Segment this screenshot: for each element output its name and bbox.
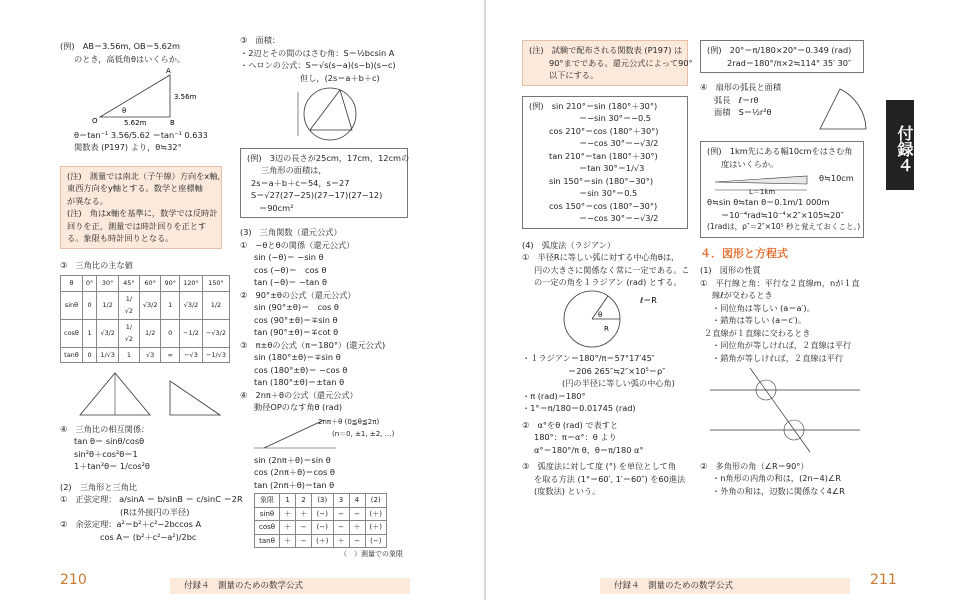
formula-line: sin²θ＋cos²θ＝1: [74, 448, 138, 459]
formula-line: 面積 S＝½r²θ: [714, 107, 772, 117]
text-line: ② 多角形の角（∠R＝90°）: [700, 460, 809, 471]
formula-line: (n＝0, ±1, ±2, …): [332, 429, 395, 438]
page-number-left: 210: [60, 572, 87, 588]
footer-right: 付録４ 測量のための数学公式: [600, 578, 850, 594]
table-cell: 3: [333, 494, 349, 508]
example-line: ＝tan 30°＝1/√3: [579, 163, 645, 173]
page-number-right: 211: [870, 572, 897, 588]
table-cell: ＋: [280, 521, 296, 535]
section-title: (3) 三角関数（還元公式）: [240, 227, 342, 237]
example-rad-conversion-box: [700, 40, 864, 73]
radius-vector-figure: [240, 414, 420, 454]
page-gutter: [484, 0, 486, 600]
table-cell: 0°: [82, 276, 96, 292]
right-triangle-figure: [60, 65, 210, 125]
quadrant-sign-table: [254, 493, 387, 548]
table-cell: sinθ: [255, 507, 280, 521]
text-line: ③ 弧度法に対して度 (°) を単位として角: [522, 461, 677, 471]
table-cell: 1/√2: [118, 319, 139, 347]
table-cell: 90°: [161, 276, 180, 292]
table-cell: −: [296, 521, 312, 535]
text-line: の一定の角を１ラジアン (rad) とする。: [534, 277, 682, 287]
text-line: ・同位角が等しければ，２直線は平行: [712, 340, 852, 350]
formula-line: cos (2nπ＋θ)＝cos θ: [254, 467, 335, 477]
formula-line: ② 90°±θの公式（還元公式）: [240, 289, 356, 300]
note-line: 90°までである。還元公式によって90°: [549, 57, 693, 68]
text-line: ・n角形の内角の和は，(2n−4)∠R: [712, 473, 841, 483]
table-cell: 1/2: [97, 291, 119, 319]
table-cell: √3: [139, 347, 161, 363]
formula-line: ＝206 265″≒2″×10⁵＝ρ″: [568, 365, 666, 376]
footer-left: 付録４ 測量のための数学公式: [170, 578, 410, 594]
table-cell: 0: [161, 319, 180, 347]
formula-line: ④ 三角比の相互関係：: [60, 423, 150, 434]
table-cell: (3): [312, 494, 333, 508]
table-cell: 1: [82, 319, 96, 347]
table-cell: √3/2: [180, 291, 203, 319]
table-cell: cosθ: [61, 319, 83, 347]
formula-line: sin (90°±θ)＝ cos θ: [254, 302, 339, 312]
label-theta: θ: [598, 310, 603, 319]
table-cell: θ: [61, 276, 83, 292]
sector-figure: [810, 85, 870, 135]
table-note: （ ）測量での象限: [340, 550, 403, 558]
formula-line: (Rは外接円の半径): [120, 506, 190, 517]
left-column-2: [240, 34, 420, 561]
example-line: (例) 1km先にある幅10cmをはさむ角: [707, 146, 853, 156]
formula-line: ② α°をθ (rad) で表すと: [522, 419, 619, 430]
formula-line: ・1°＝π/180＝0.01745 (rad): [522, 403, 636, 413]
text-line: ・外角の和は，辺数に関係なく4∠R: [712, 485, 845, 496]
radian-circle-figure: [522, 289, 692, 349]
table-cell: 1: [118, 347, 139, 363]
right-column-2: [700, 40, 876, 497]
table-cell: 1: [280, 494, 296, 508]
label-arc: ℓ＝R: [640, 295, 657, 305]
table-cell: −√3: [180, 347, 203, 363]
formula-line: (円の半径に等しい弧の中心角): [562, 378, 675, 388]
example-line: (例) AB＝3.56m, OB＝5.62m: [60, 41, 181, 51]
table-cell: ＋: [296, 507, 312, 521]
section-title: (4) 弧度法（ラジアン）: [522, 239, 616, 250]
table-cell: 象限: [255, 494, 280, 508]
table-cell: 1/2: [202, 291, 229, 319]
example-line: ＝10⁻⁴rad≒10⁻⁴×2″×105≒20″: [721, 209, 844, 220]
table-cell: √3/2: [97, 319, 119, 347]
text-line: ２直線が１直線に交わるとき: [704, 327, 811, 338]
example-line: cos 150°＝cos (180°−30°): [549, 200, 658, 211]
parallel-lines-figure: [700, 364, 870, 456]
table-cell: √3/2: [139, 291, 161, 319]
table-cell: (−): [312, 507, 333, 521]
table-cell: tanθ: [61, 347, 83, 363]
formula-line: α°＝180°/π θ，θ＝π/180 α°: [534, 444, 644, 455]
formula-line: cos (90°±θ)＝∓sin θ: [254, 314, 338, 325]
note-box-table: [522, 40, 693, 86]
example-line: cos 210°＝cos (180°＋30°): [549, 125, 659, 136]
chapter-heading: ４．図形と方程式: [700, 246, 788, 260]
table-cell: 60°: [139, 276, 161, 292]
text-line: ① 平行線と角：平行な２直線m，nが１直: [700, 277, 860, 288]
formula-line: 1＋tan²θ＝ 1/cos²θ: [74, 461, 150, 471]
table-cell: −: [349, 507, 365, 521]
text-line: ・錯角は等しい (a＝c′)。: [712, 315, 807, 325]
circumscribed-circle-figure: [240, 84, 420, 142]
label-O: O: [92, 117, 98, 125]
table-cell: 30°: [97, 276, 119, 292]
text-line: ・同位角は等しい (a＝a′)。: [712, 302, 815, 313]
example-line: のとき，高低角θはいくらか。: [74, 53, 186, 64]
formula-line: ・１ラジアン＝180°/π＝57°17′45″: [522, 353, 655, 363]
example-line: θ≒sin θ≒tan θ＝0.1m/1 000m: [707, 197, 830, 207]
table-cell: −: [333, 521, 349, 535]
formula-line: tan (−θ)＝ −tan θ: [254, 277, 327, 287]
label-R: R: [604, 324, 609, 333]
example-line: 三角形の面積は，: [261, 165, 327, 175]
formula-line: ③ π±θの公式（π＝180°）(還元公式): [240, 339, 386, 350]
example-line: (1radは，ρ″＝2″×10⁵ 秒と覚えておくこと。): [707, 222, 861, 231]
example-small-angle-box: [700, 141, 864, 238]
table-cell: 120°: [180, 276, 203, 292]
text-line: 線ℓが交わるとき: [712, 290, 773, 300]
label-height: 3.56m: [174, 93, 197, 101]
table-cell: 2: [296, 494, 312, 508]
table-cell: cosθ: [255, 521, 280, 535]
sector-section: [700, 81, 876, 135]
formula-line: cos (−θ)＝ cos θ: [254, 264, 327, 275]
note-line: が異なる。: [67, 195, 108, 206]
trig-values-table: [60, 275, 230, 363]
table-cell: 0: [82, 347, 96, 363]
formula-line: tan (90°±θ)＝∓cot θ: [254, 327, 339, 337]
formula-line: tan θ＝ sinθ/cosθ: [74, 436, 145, 446]
radian-section: [522, 239, 694, 498]
label-theta: θ: [122, 107, 127, 115]
figure-properties: [700, 264, 876, 364]
table-cell: ＋: [280, 507, 296, 521]
example-line: ＝−cos 30°＝−√3/2: [579, 213, 659, 223]
special-triangles-figure: [60, 369, 230, 419]
figure-label: θ≒10cm: [819, 173, 854, 183]
example-line: (例) 20°＝π/180×20°＝0.349 (rad): [707, 45, 852, 55]
formula-line: 180°：π＝α°：θ より: [534, 432, 617, 442]
table-cell: ＋: [333, 534, 349, 548]
formula-line: ・π (rad)＝180°: [522, 390, 586, 401]
example-line: S＝√27(27−25)(27−17)(27−12): [251, 190, 383, 200]
table-cell: sinθ: [61, 291, 83, 319]
note-line: 回りを正，測量では時計回りを正とす: [67, 220, 207, 231]
note-line: (注) 試験で配布される関数表 (P197) は: [529, 45, 683, 55]
small-angle-figure: [707, 170, 857, 196]
table-cell: 4: [349, 494, 365, 508]
table-cell: 45°: [118, 276, 139, 292]
appendix-tab: 付録４: [886, 100, 914, 190]
formula-line: ④ 2nπ＋θの公式（還元公式）: [240, 389, 358, 400]
table-cell: (＋): [365, 521, 386, 535]
formula-line: ① 正弦定理： a/sinA ＝ b/sinB ＝ c/sinC ＝2R: [60, 494, 243, 504]
formula-line: ② 余弦定理：a²＝b²＋c²−2bccos A: [60, 519, 202, 529]
text-line: ・錯角が等しければ，２直線は平行: [712, 352, 844, 363]
formula-line: ・ヘロンの公式：S＝√s(s−a)(s−b)(s−c): [240, 60, 396, 70]
example-line: 2s＝a＋b＋c＝54，s＝27: [251, 177, 350, 188]
table-cell: (＋): [312, 534, 333, 548]
example-line: sin 150°＝sin (180°−30°): [549, 175, 654, 186]
section-title: (1) 図形の性質: [700, 265, 761, 275]
table-cell: ∞: [161, 347, 180, 363]
label-A: A: [166, 67, 171, 75]
text-line: (度数法) という。: [534, 486, 601, 496]
table-cell: −: [333, 507, 349, 521]
table-cell: ＋: [280, 534, 296, 548]
formula-line: tan (180°±θ)＝±tan θ: [254, 377, 345, 387]
example-line: (例) 3辺の長さが25cm，17cm，12cmの: [247, 152, 410, 163]
note-line: る。象限も時計回りとなる。: [67, 233, 174, 243]
reduction-formulas: [240, 226, 420, 414]
example-line: (例) sin 210°＝sin (180°＋30°): [529, 100, 658, 111]
example-line: 度はいくらか。: [721, 158, 779, 169]
formula-line: cos A＝ (b²＋c²−a²)/2bc: [100, 531, 197, 542]
note-line: (注) 角はx軸を基準に，数学では反時計: [67, 208, 218, 218]
example-line: ＝sin 30°＝0.5: [579, 188, 638, 198]
example-reduction-box: [522, 96, 688, 229]
table-cell: 1/2: [139, 319, 161, 347]
table-cell: −: [296, 534, 312, 548]
trig-relations: [60, 423, 230, 473]
label-base: 5.62m: [124, 119, 147, 125]
table-cell: 0: [82, 291, 96, 319]
example-line: ＝−sin 30°＝−0.5: [579, 113, 651, 123]
example-line: ＝90cm²: [259, 202, 294, 213]
table-cell: 150°: [202, 276, 229, 292]
example-line: 2rad＝180°/π×2≒114° 35′ 30″: [727, 57, 852, 68]
example-height-angle: [60, 40, 230, 154]
table-cell: (2): [365, 494, 386, 508]
formula-line: ① −θとθの関係（還元公式）: [240, 239, 355, 250]
table-cell: −1/√3: [202, 347, 229, 363]
section-title: ④ 扇形の弧長と面積: [700, 82, 782, 92]
example-line: 関数表 (P197) より，θ≒32°: [74, 142, 182, 152]
example-line: θ＝tan⁻¹ 3.56/5.62 ＝tan⁻¹ 0.633: [74, 129, 208, 140]
formula-line: sin (2nπ＋θ)＝sin θ: [254, 454, 331, 465]
text-line: を取る方法 (1°＝60′, 1′＝60″) を60進法: [534, 473, 686, 484]
note-line: 東西方向をy軸とする。数学と座標軸: [67, 183, 203, 193]
formula-line: tan (2nπ＋θ)＝tan θ: [254, 479, 335, 490]
formula-line: 弧長 ℓ＝rθ: [714, 94, 759, 105]
section-title: ③ 三角比の主な値: [60, 259, 133, 270]
formula-line: ③ 面積：: [240, 35, 281, 45]
table-cell: 1/√3: [97, 347, 119, 363]
triangle-ratios: [60, 481, 243, 544]
table-cell: tanθ: [255, 534, 280, 548]
table-cell: ＋: [349, 521, 365, 535]
figure-label: L＝1km: [749, 188, 776, 196]
formula-line: 2nπ＋θ (0≦θ≦2π): [318, 417, 380, 426]
area-formulas: [240, 34, 420, 84]
table-cell: 1/√2: [118, 291, 139, 319]
formula-line: ・2辺とその間のはさむ角：S＝½bcsin A: [240, 47, 395, 58]
formula-line: sin (−θ)＝ −sin θ: [254, 252, 324, 262]
table-cell: (−): [365, 534, 386, 548]
note-line: (注) 測量では南北（子午線）方向をx軸，: [67, 170, 226, 181]
example-line: tan 210°＝tan (180°＋30°): [549, 150, 658, 161]
formula-line: cos (180°±θ)＝ −cos θ: [254, 364, 348, 375]
text-line: 円の大きさに関係なく常に一定である。こ: [534, 264, 690, 275]
formula-line: sin (180°±θ)＝∓sin θ: [254, 352, 341, 362]
formula-line: 但し，(2s＝a＋b＋c): [300, 72, 380, 83]
table-cell: −: [349, 534, 365, 548]
example-heron-box: [240, 148, 408, 219]
table-cell: (＋): [365, 507, 386, 521]
formula-line: 動径OPのなす角θ (rad): [254, 402, 343, 412]
text-line: ① 半径Rに等しい弧に対する中心角θは，: [522, 252, 680, 262]
label-B: B: [170, 119, 175, 125]
example-line: ＝−cos 30°＝−√3/2: [579, 138, 659, 148]
polygon-angles: [700, 460, 876, 498]
note-line: 以下にする。: [549, 70, 599, 80]
table-cell: −√3/2: [202, 319, 229, 347]
table-cell: −1/2: [180, 319, 203, 347]
right-column-1: [522, 40, 694, 498]
table-cell: (−): [312, 521, 333, 535]
note-box-axes: [60, 166, 226, 249]
left-column-1: [60, 40, 243, 543]
section-title: (2) 三角形と三角比: [60, 481, 138, 492]
table-cell: 1: [161, 291, 180, 319]
